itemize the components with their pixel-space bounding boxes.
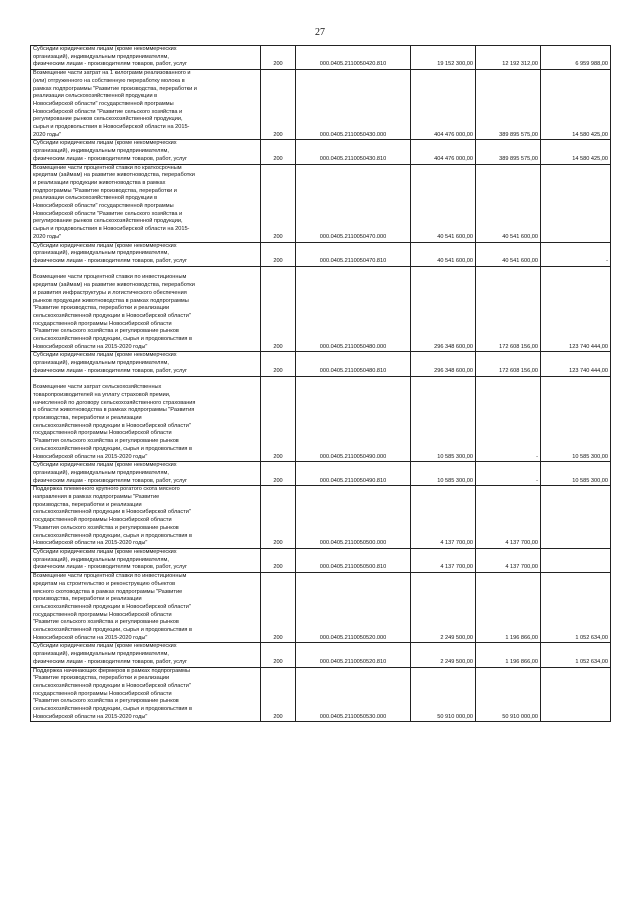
budget-classification-code: 000.0405.2110050470.000 (296, 164, 411, 242)
amount-planned: 2 249 500,00 (411, 643, 476, 667)
amount-executed: - (476, 462, 541, 486)
row-description: Субсидии юридическим лицам (кроме некоммерческих организаций), индивидуальным предпринимателям, физическим лицам - производителям товаров, работ, услуг (31, 140, 261, 164)
amount-executed: 4 137 700,00 (476, 486, 541, 549)
budget-classification-code: 000.0405.2110050500.810 (296, 549, 411, 573)
expense-type-code: 200 (261, 242, 296, 266)
budget-table (30, 45, 611, 722)
budget-classification-code: 000.0405.2110050520.000 (296, 573, 411, 643)
row-description: Субсидии юридическим лицам (кроме некоммерческих организаций), индивидуальным предпринимателям, физическим лицам - производителям товаров, работ, услуг (31, 643, 261, 667)
amount-remaining: 14 580 425,00 (541, 70, 611, 140)
row-description: Возмещение части затрат сельскохозяйственных товаропроизводителей на уплату страховой премии, начисленной по договору сельскохозяйственного страхования в области животноводства в рамках подпрограммы "Развития производства, переработки и реализации сельскохозяйственной продукции в Новосибирской области" государственной программы Новосибирской области "Развития сельского хозяйства и регулирование рынков сельскохозяйственной продукции, сырья и продовольствия в Новосибирской области на 2015-2020 годы" (31, 376, 261, 462)
page-number: 27 (315, 27, 325, 38)
expense-type-code: 200 (261, 70, 296, 140)
amount-planned: 4 137 700,00 (411, 486, 476, 549)
amount-planned: 40 541 600,00 (411, 242, 476, 266)
expense-type-code: 200 (261, 164, 296, 242)
expense-type-code: 200 (261, 573, 296, 643)
row-description: Субсидии юридическим лицам (кроме некоммерческих организаций), индивидуальным предпринимателям, физическим лицам - производителям товаров, работ, услуг (31, 549, 261, 573)
amount-executed: 172 608 156,00 (476, 266, 541, 352)
expense-type-code: 200 (261, 462, 296, 486)
expense-type-code: 200 (261, 376, 296, 462)
budget-classification-code: 000.0405.2110050480.810 (296, 352, 411, 376)
amount-remaining: 6 959 988,00 (541, 46, 611, 70)
expense-type-code: 200 (261, 667, 296, 722)
amount-remaining: 10 585 300,00 (541, 376, 611, 462)
amount-executed: 389 895 575,00 (476, 70, 541, 140)
amount-planned: 404 476 000,00 (411, 70, 476, 140)
amount-executed: 172 608 156,00 (476, 352, 541, 376)
table-row (31, 376, 611, 462)
amount-remaining: 1 052 634,00 (541, 643, 611, 667)
amount-executed: 4 137 700,00 (476, 549, 541, 573)
budget-classification-code: 000.0405.2110050430.810 (296, 140, 411, 164)
amount-planned: 10 585 300,00 (411, 376, 476, 462)
budget-classification-code: 000.0405.2110050520.810 (296, 643, 411, 667)
budget-classification-code: 000.0405.2110050420.810 (296, 46, 411, 70)
amount-planned: 40 541 600,00 (411, 164, 476, 242)
table-row (31, 242, 611, 266)
amount-remaining: 123 740 444,00 (541, 352, 611, 376)
row-description: Поддержка племенного крупного рогатого скота мясного направления в рамках подпрограммы "Развитие производства, переработки и реализации сельскохозяйственной продукции в Новосибирской области" государственной программы Новосибирской области "Развития сельского хозяйства и регулирование рынков сельскохозяйственной продукции, сырья и продовольствия в Новосибирской области на 2015-2020 годы" (31, 486, 261, 549)
table-row (31, 549, 611, 573)
row-description: Возмещение части процентной ставки по краткосрочным кредитам (займам) на развитие животноводства, переработки и реализации продукции животноводства в рамках подпрограммы "Развитие производства, переработки и реализации сельскохозяйственной продукции в Новосибирской области" государственной программы Новосибирской области "Развитие сельского хозяйства и регулирование рынков сельскохозяйственной продукции, сырья и продовольствия в Новосибирской области на 2015- 2020 годы" (31, 164, 261, 242)
amount-planned: 2 249 500,00 (411, 573, 476, 643)
table-row (31, 352, 611, 376)
row-description: Субсидии юридическим лицам (кроме некоммерческих организаций), индивидуальным предпринимателям, физическим лицам - производителям товаров, работ, услуг (31, 46, 261, 70)
amount-remaining: 1 052 634,00 (541, 573, 611, 643)
budget-classification-code: 000.0405.2110050500.000 (296, 486, 411, 549)
row-description: Субсидии юридическим лицам (кроме некоммерческих организаций), индивидуальным предпринимателям, физическим лицам - производителям товаров, работ, услуг (31, 352, 261, 376)
amount-planned: 296 348 600,00 (411, 266, 476, 352)
expense-type-code: 200 (261, 352, 296, 376)
budget-classification-code: 000.0405.2110050430.000 (296, 70, 411, 140)
amount-remaining (541, 667, 611, 722)
table-row (31, 486, 611, 549)
table-row (31, 164, 611, 242)
amount-planned: 404 476 000,00 (411, 140, 476, 164)
budget-classification-code: 000.0405.2110050490.810 (296, 462, 411, 486)
row-description: Возмещение части процентной ставки по инвестиционным кредитам (займам) на развитие животноводства, переработки и развития инфраструктуры и логистического обеспечения рынков продукции животноводства в рамках подпрограммы "Развитие производства, переработки и реализации сельскохозяйственной продукции в Новосибирской области" государственной программы Новосибирской области "Развитие сельского хозяйства и регулирование рынков сельскохозяйственной продукции, сырья и продовольствия в Новосибирской области на 2015-2020 годы" (31, 266, 261, 352)
amount-remaining: - (541, 242, 611, 266)
amount-executed: 40 541 600,00 (476, 164, 541, 242)
amount-planned: 50 910 000,00 (411, 667, 476, 722)
amount-executed: - (476, 376, 541, 462)
amount-remaining: 10 585 300,00 (541, 462, 611, 486)
amount-executed: 389 895 575,00 (476, 140, 541, 164)
amount-planned: 10 585 300,00 (411, 462, 476, 486)
amount-remaining: 14 580 425,00 (541, 140, 611, 164)
table-row (31, 643, 611, 667)
amount-remaining (541, 486, 611, 549)
amount-executed: 1 196 866,00 (476, 573, 541, 643)
amount-executed: 50 910 000,00 (476, 667, 541, 722)
expense-type-code: 200 (261, 140, 296, 164)
amount-remaining: 123 740 444,00 (541, 266, 611, 352)
table-row (31, 70, 611, 140)
table-row (31, 46, 611, 70)
amount-planned: 19 152 300,00 (411, 46, 476, 70)
row-description: Субсидии юридическим лицам (кроме некоммерческих организаций), индивидуальным предпринимателям, физическим лицам - производителям товаров, работ, услуг (31, 462, 261, 486)
table-row (31, 573, 611, 643)
amount-planned: 296 348 600,00 (411, 352, 476, 376)
amount-remaining (541, 549, 611, 573)
amount-executed: 12 192 312,00 (476, 46, 541, 70)
expense-type-code: 200 (261, 46, 296, 70)
budget-classification-code: 000.0405.2110050470.810 (296, 242, 411, 266)
expense-type-code: 200 (261, 266, 296, 352)
table-row (31, 667, 611, 722)
row-description: Возмещение части процентной ставки по инвестиционным кредитам на строительство и реконструкцию объектов мясного скотоводства в рамках подпрограммы "Развитие производства, переработки и реализации сельскохозяйственной продукции в Новосибирской области" государственной программы Новосибирской области "Развитие сельского хозяйства и регулирование рынков сельскохозяйственной продукции, сырья и продовольствия в Новосибирской области на 2015-2020 годы" (31, 573, 261, 643)
row-description: Возмещение части затрат на 1 килограмм реализованного и (или) отгруженного на собственную переработку молока в рамках подпрограммы "Развитие производства, переработки и реализации сельскохозяйственной продукции в Новосибирской области" государственной программы Новосибирской области "Развитие сельского хозяйства и регулирование рынков сельскохозяйственной продукции, сырья и продовольствия в Новосибирской области на 2015- 2020 годы" (31, 70, 261, 140)
budget-classification-code: 000.0405.2110050530.000 (296, 667, 411, 722)
expense-type-code: 200 (261, 549, 296, 573)
row-description: Поддержка начинающих фермеров в рамках подпрограммы "Развитие производства, переработки и реализации сельскохозяйственной продукции в Новосибирской области" государственной программы Новосибирской области "Развития сельского хозяйства и регулирование рынков сельскохозяйственной продукции, сырья и продовольствия в Новосибирской области на 2015-2020 годы" (31, 667, 261, 722)
budget-classification-code: 000.0405.2110050490.000 (296, 376, 411, 462)
row-description: Субсидии юридическим лицам (кроме некоммерческих организаций), индивидуальным предпринимателям, физическим лицам - производителям товаров, работ, услуг (31, 242, 261, 266)
table-row (31, 140, 611, 164)
budget-classification-code: 000.0405.2110050480.000 (296, 266, 411, 352)
table-row (31, 266, 611, 352)
amount-executed: 1 196 866,00 (476, 643, 541, 667)
expense-type-code: 200 (261, 486, 296, 549)
table-row (31, 462, 611, 486)
expense-type-code: 200 (261, 643, 296, 667)
amount-planned: 4 137 700,00 (411, 549, 476, 573)
amount-executed: 40 541 600,00 (476, 242, 541, 266)
amount-remaining (541, 164, 611, 242)
